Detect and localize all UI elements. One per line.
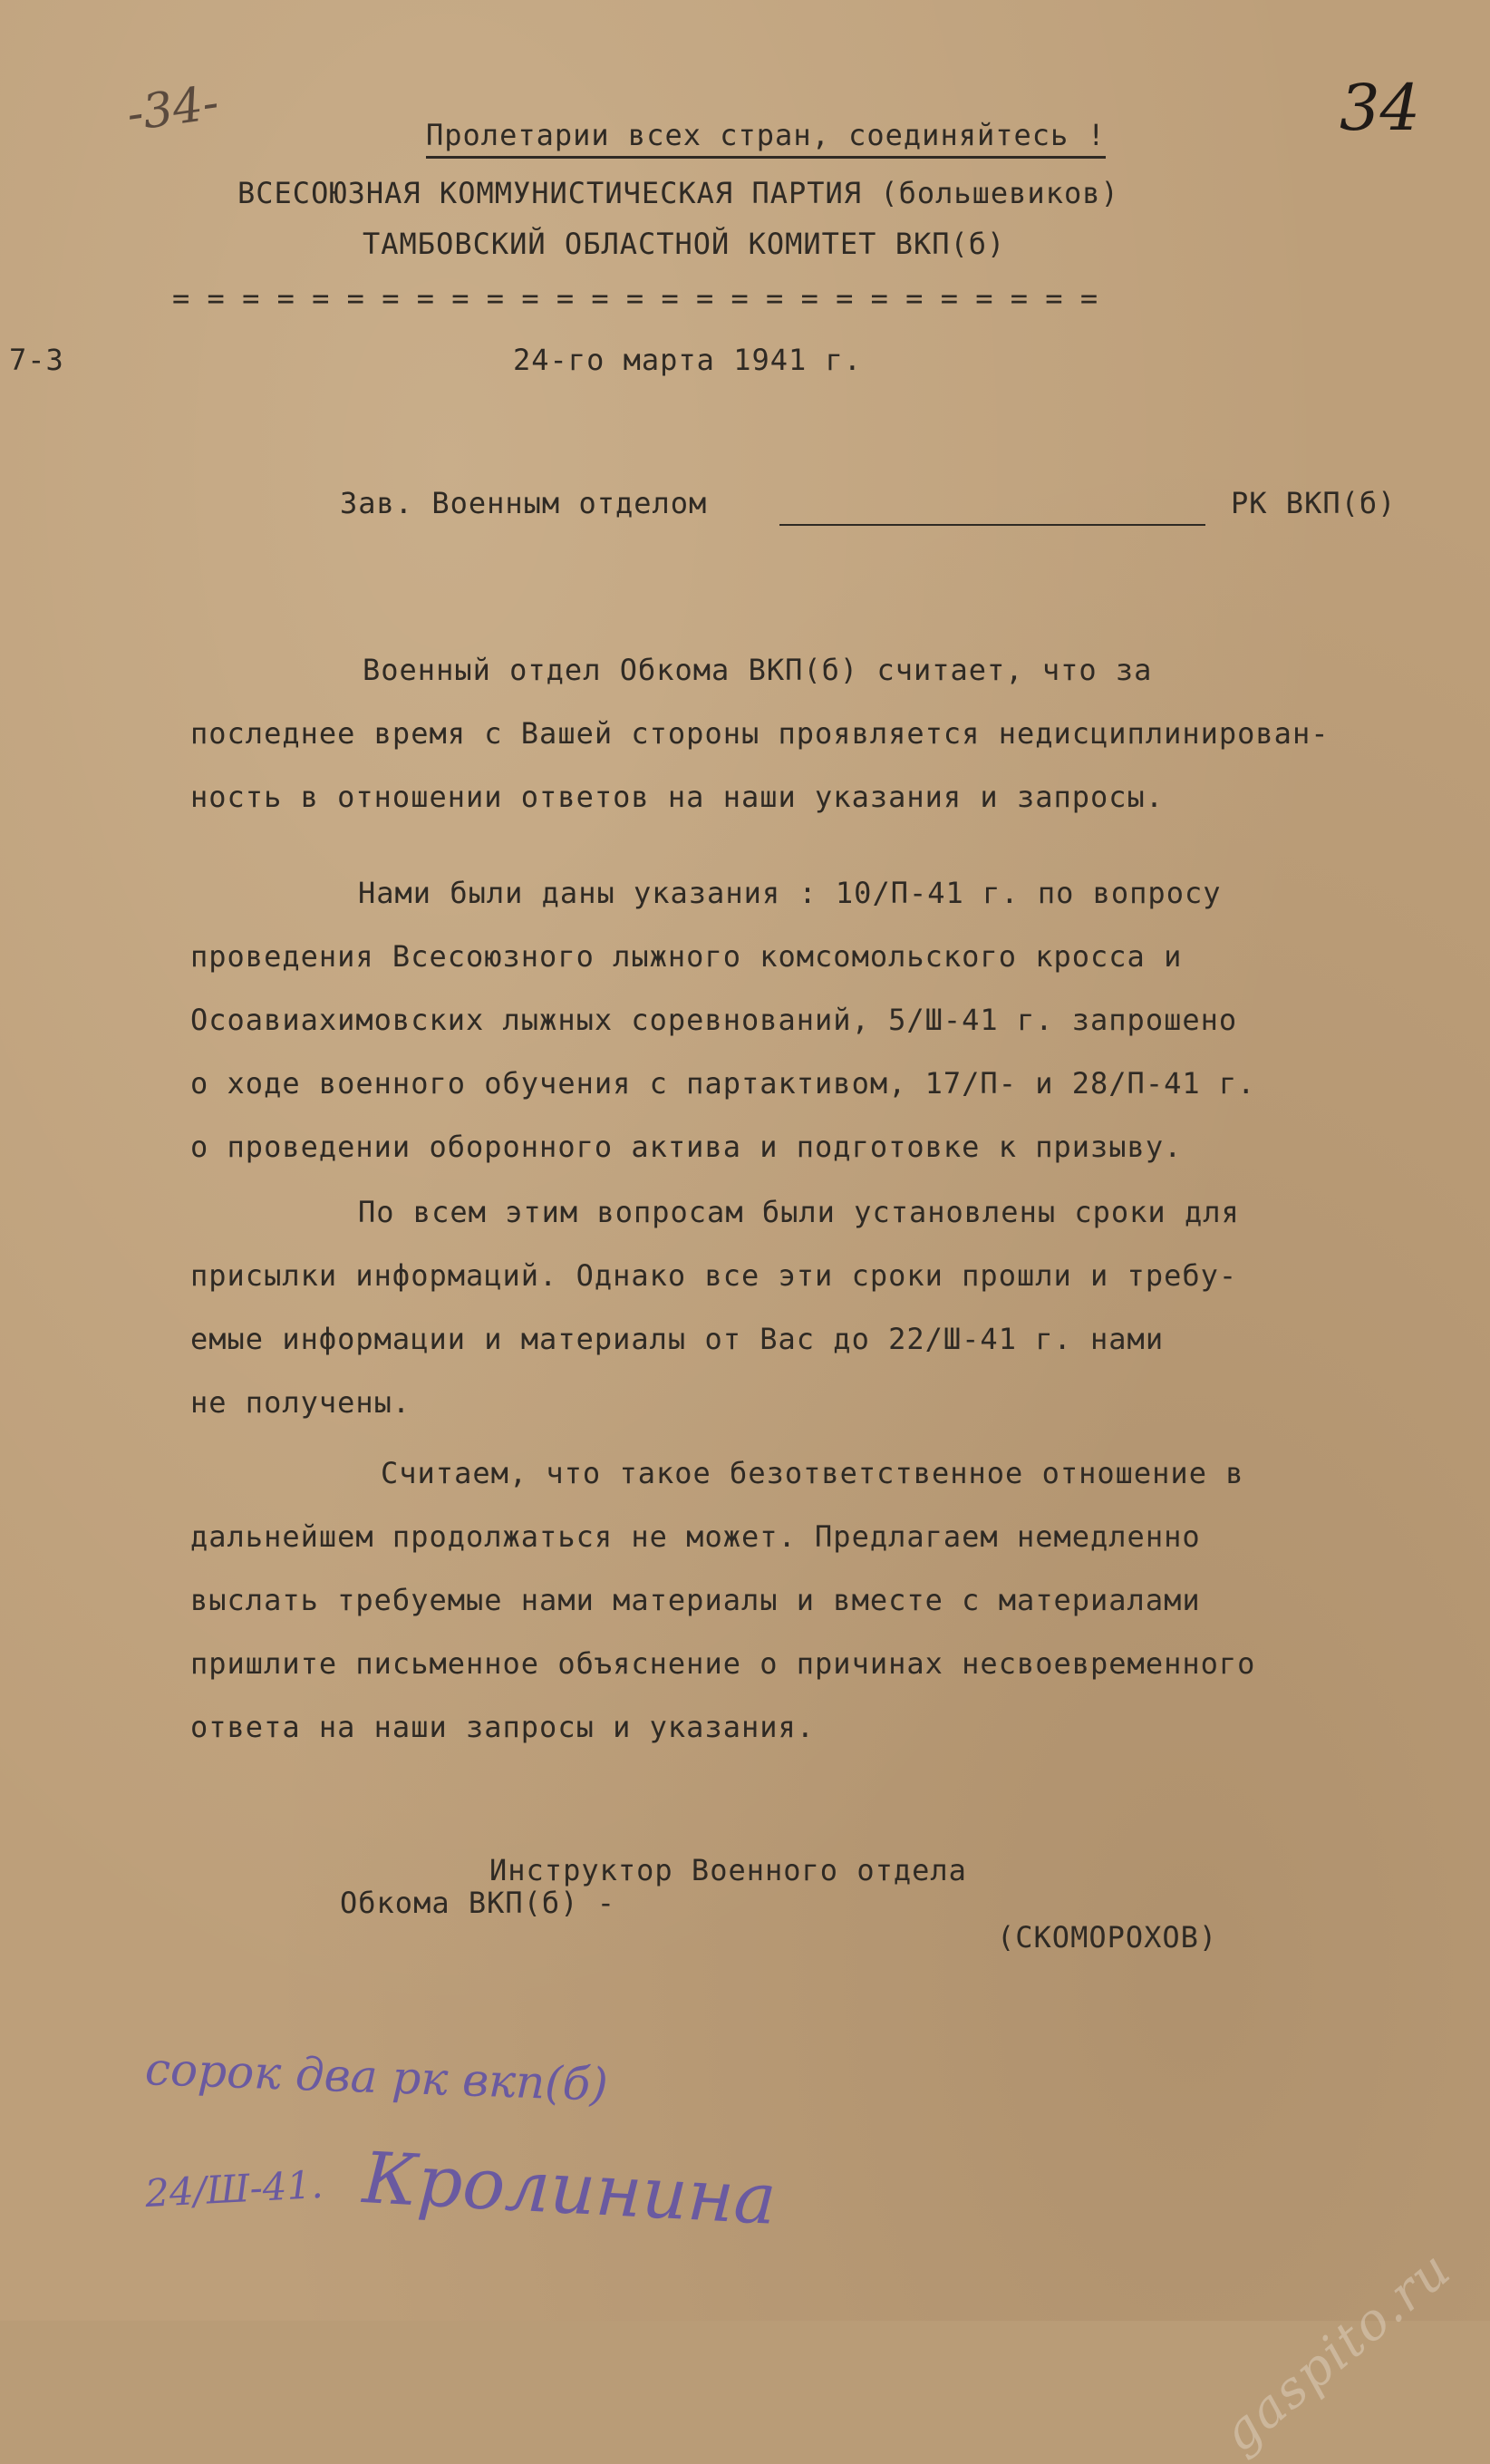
signatory-name: (СКОМОРОХОВ): [997, 1920, 1218, 1955]
paragraph-line: выслать требуемые нами материалы и вместе с материалами: [190, 1583, 1201, 1617]
paragraph-line: ответа на наши запросы и указания.: [190, 1710, 816, 1744]
paragraph-line: последнее время с Вашей стороны проявляется недисциплинирован-: [190, 716, 1330, 751]
header-separator: = = = = = = = = = = = = = = = = = = = = = = = = = = =: [172, 281, 1098, 315]
paragraph-line: ность в отношении ответов на наши указания и запросы.: [190, 780, 1165, 814]
archive-number-right: 34: [1340, 71, 1421, 145]
party-name: ВСЕСОЮЗНАЯ КОММУНИСТИЧЕСКАЯ ПАРТИЯ (большевиков): [237, 176, 1119, 210]
signature-title-line1: Инструктор Военного отдела: [489, 1853, 967, 1887]
paragraph-1: [190, 638, 1423, 829]
paragraph-line: не получены.: [190, 1385, 411, 1420]
paragraph-3: [190, 1180, 1423, 1434]
archive-number-left: -34-: [123, 75, 222, 142]
paragraph-line: Считаем, что такое безответственное отношение в: [381, 1456, 1244, 1490]
site-watermark: gaspito.ru: [1211, 2239, 1463, 2464]
paragraph-line: Нами были даны указания : 10/П-41 г. по вопросу: [358, 876, 1222, 910]
signature-title-line2: Обкома ВКП(б) -: [340, 1886, 615, 1920]
slogan: Пролетарии всех стран, соединяйтесь !: [426, 118, 1106, 159]
handwritten-note-line1: сорок два рк вкп(б): [144, 2042, 609, 2111]
paragraph-line: о ходе военного обучения с партактивом, 17/П- и 28/П-41 г.: [190, 1066, 1256, 1101]
paragraph-line: По всем этим вопросам были установлены сроки для: [358, 1195, 1240, 1229]
paragraph-line: емые информации и материалы от Вас до 22/Ш-41 г. нами: [190, 1322, 1165, 1356]
addressee-blank-line: [779, 524, 1205, 526]
paragraph-line: Военный отдел Обкома ВКП(б) считает, что за: [363, 653, 1153, 687]
paragraph-line: проведения Всесоюзного лыжного комсомольского кросса и: [190, 939, 1183, 974]
committee-name: ТАМБОВСКИЙ ОБЛАСТНОЙ КОМИТЕТ ВКП(б): [363, 227, 1006, 261]
paragraph-line: присылки информаций. Однако все эти сроки прошли и требу-: [190, 1258, 1238, 1293]
handwritten-note-date: 24/Ш-41.: [143, 2161, 324, 2217]
margin-code: 7-3: [9, 343, 64, 377]
handwritten-signature: Кролинина: [360, 2138, 779, 2241]
paragraph-line: о проведении оборонного актива и подготовке к призыву.: [190, 1130, 1183, 1164]
addressee-prefix: Зав. Военным отделом: [340, 486, 708, 520]
paragraph-line: Осоавиахимовских лыжных соревнований, 5/Ш-41 г. запрошено: [190, 1003, 1238, 1037]
letter-date: 24-го марта 1941 г.: [513, 343, 863, 377]
paragraph-2: [190, 861, 1423, 1179]
paragraph-line: пришлите письменное объяснение о причинах несвоевременного: [190, 1646, 1256, 1681]
addressee-suffix: РК ВКП(б): [1231, 486, 1397, 520]
paragraph-line: дальнейшем продолжаться не может. Предлагаем немедленно: [190, 1519, 1201, 1554]
paragraph-4: [190, 1441, 1423, 1759]
